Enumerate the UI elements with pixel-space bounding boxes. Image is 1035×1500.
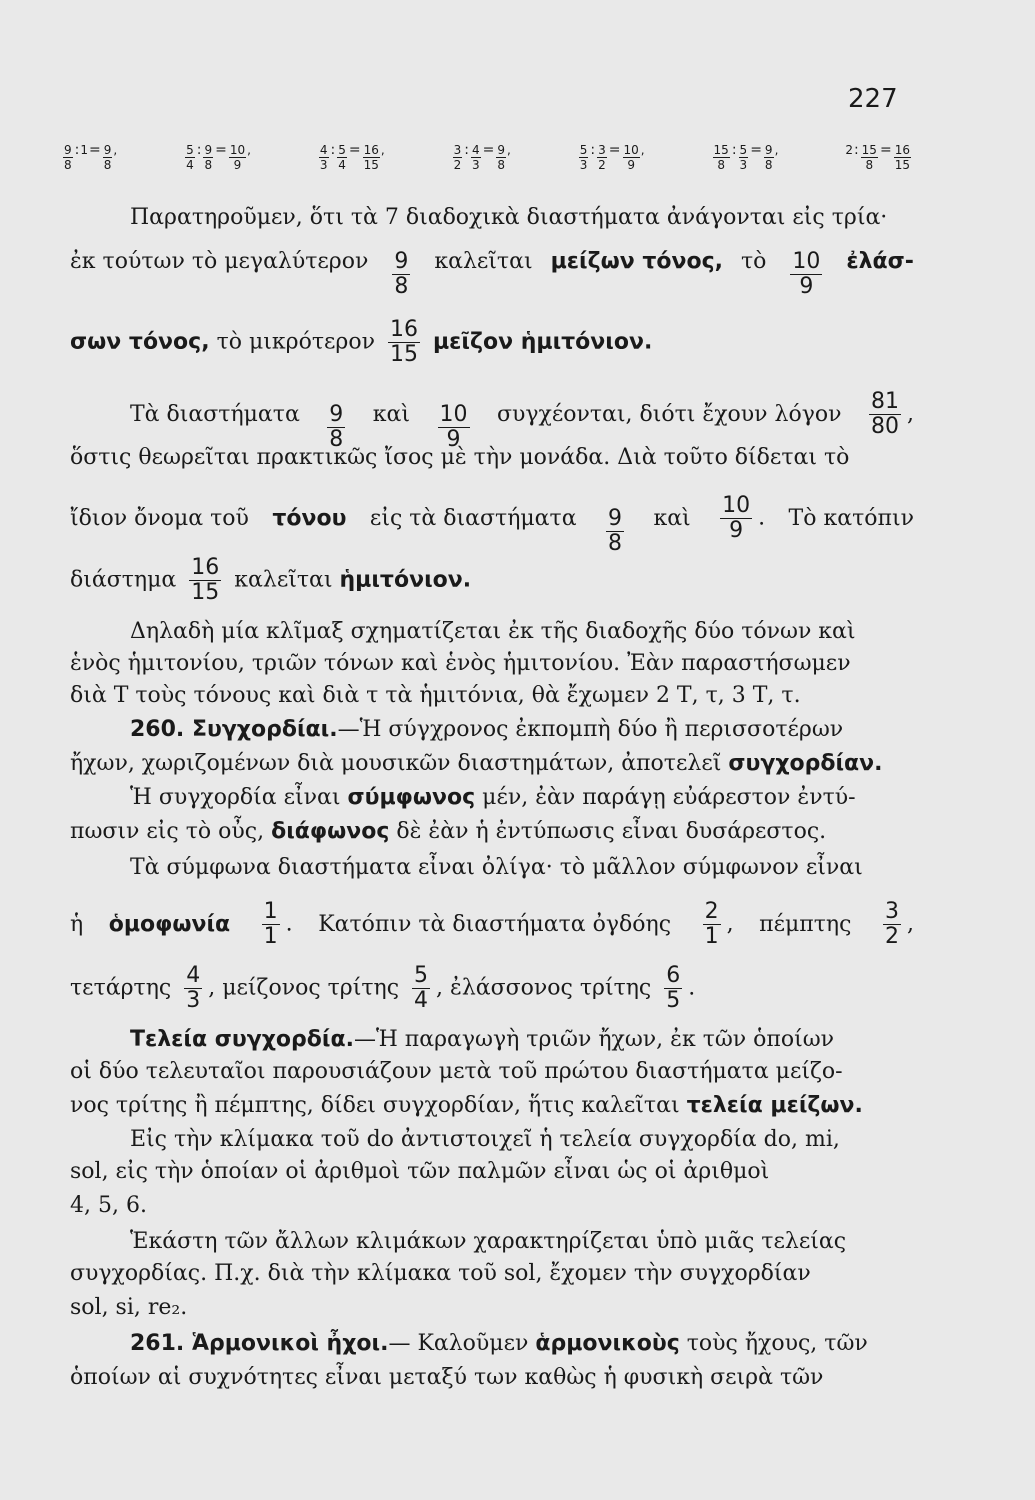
text-line: 261. Ἁρμονικοὶ ἦχοι.— Καλοῦμεν ἁρμονικοὺς τοὺς ἤχους, τῶν — [130, 1331, 868, 1356]
text-line: Τελεία συγχορδία.—Ἡ παραγωγὴ τριῶν ἤχων, ἐκ τῶν ὁποίων — [130, 1027, 835, 1052]
ratio-5: $\frac{5}{3}$ : $\frac{3}{2}$ = $\frac{10}{9}$ , — [579, 142, 645, 172]
text-line: σων τόνος, τὸ μικρότερον $\frac{16}{15}$ μεῖζον ἡμιτόνιον. — [70, 317, 653, 367]
text-line: ἑνὸς ἡμιτονίου, τριῶν τόνων καὶ ἑνὸς ἡμιτονίου. Ἐὰν παραστήσωμεν — [70, 651, 851, 676]
text-line: 260. Συγχορδίαι.—Ἡ σύγχρονος ἐκπομπὴ δύο ἢ περισσοτέρων — [130, 717, 844, 742]
ratio-2: $\frac{5}{4}$ : $\frac{9}{8}$ = $\frac{10}{9}$ , — [186, 142, 251, 172]
text-line: τετάρτης $\frac{4}{3}$ , μείζονος τρίτης $\frac{5}{4}$ , ἐλάσσονος τρίτης $\frac{6}{5}$ . — [70, 963, 696, 1013]
text-line: sol, εἰς τὴν ὁποίαν οἱ ἀριθμοὶ τῶν παλμῶν εἶναι ὡς οἱ ἀριθμοὶ — [70, 1159, 770, 1184]
text-line: οἱ δύο τελευταῖοι παρουσιάζουν μετὰ τοῦ πρώτου διαστήματα μείζο- — [70, 1059, 843, 1084]
text-line: ὁποίων αἱ συχνότητες εἶναι μεταξύ των καθὼς ἡ φυσικὴ σειρὰ τῶν — [70, 1365, 824, 1390]
text-line: νος τρίτης ἢ πέμπτης, δίδει συγχορδίαν, ἥτις καλεῖται τελεία μείζων. — [70, 1093, 863, 1118]
text-line: Εἰς τὴν κλίμακα τοῦ do ἀντιστοιχεῖ ἡ τελεία συγχορδία do, mi, — [130, 1127, 840, 1152]
ratio-7: 2: $\frac{15}{8}$ = $\frac{16}{15}$ — [845, 142, 910, 172]
text-line: διὰ Τ τοὺς τόνους καὶ διὰ τ τὰ ἡμιτόνια, θὰ ἔχωμεν 2 Τ, τ, 3 Τ, τ. — [70, 683, 801, 708]
text-line: διάστημα $\frac{16}{15}$ καλεῖται ἡμιτόνιον. — [70, 555, 472, 605]
text-line: Παρατηροῦμεν, ὅτι τὰ 7 διαδοχικὰ διαστήματα ἀνάγονται εἰς τρία· — [130, 205, 888, 230]
text-line: Τὰ διαστήματα $\frac{9}{8}$ καὶ $\frac{10}{9}$ συγχέονται, διότι ἔχουν λόγον $\frac{81}{80}$ , — [130, 389, 914, 452]
text-line: ἐκ τούτων τὸ μεγαλύτερον $\frac{9}{8}$ καλεῖται μείζων τόνος, τὸ $\frac{10}{9}$ ἐλάσ- — [70, 249, 914, 299]
ratio-3: $\frac{4}{3}$ : $\frac{5}{4}$ = $\frac{16}{15}$ , — [319, 142, 385, 172]
text-line: ἴδιον ὄνομα τοῦ τόνου εἰς τὰ διαστήματα $\frac{9}{8}$ καὶ $\frac{10}{9}$ . Τὸ κατόπιν — [70, 493, 914, 556]
ratio-row — [62, 142, 912, 172]
text-line: πωσιν εἰς τὸ οὖς, διάφωνος δὲ ἐὰν ἡ ἐντύπωσις εἶναι δυσάρεστος. — [70, 819, 827, 844]
ratio-4: $\frac{3}{2}$ : $\frac{4}{3}$ = $\frac{9}{8}$ , — [453, 142, 511, 172]
text-line: ὅστις θεωρεῖται πρακτικῶς ἴσος μὲ τὴν μονάδα. Διὰ τοῦτο δίδεται τὸ — [70, 445, 850, 470]
page-number: 227 — [848, 84, 898, 114]
text-line: sol, si, re₂. — [70, 1295, 188, 1320]
text-line: συγχορδίας. Π.χ. διὰ τὴν κλίμακα τοῦ sol, ἔχομεν τὴν συγχορδίαν — [70, 1261, 811, 1286]
text-line: Ἡ συγχορδία εἶναι σύμφωνος μέν, ἐὰν παράγῃ εὐάρεστον ἐντύ- — [130, 785, 856, 810]
text-line: Ἑκάστη τῶν ἄλλων κλιμάκων χαρακτηρίζεται ὑπὸ μιᾶς τελείας — [130, 1229, 847, 1254]
ratio-6: $\frac{15}{8}$ : $\frac{5}{3}$ = $\frac{9}{8}$ , — [713, 142, 779, 172]
text-line: ἡ ὁμοφωνία $\frac{1}{1}$ . Κατόπιν τὰ διαστήματα ὀγδόης $\frac{2}{1}$ , πέμπτης $\frac{3}{2}$ , — [70, 899, 914, 949]
text-line: Τὰ σύμφωνα διαστήματα εἶναι ὀλίγα· τὸ μᾶλλον σύμφωνον εἶναι — [130, 855, 863, 880]
ratio-1: $\frac{9}{8}$ :1= $\frac{9}{8}$ , — [64, 142, 118, 172]
text-line: 4, 5, 6. — [70, 1193, 147, 1218]
text-line: Δηλαδὴ μία κλῖμαξ σχηματίζεται ἐκ τῆς διαδοχῆς δύο τόνων καὶ — [130, 619, 856, 644]
text-line: ἤχων, χωριζομένων διὰ μουσικῶν διαστημάτων, ἀποτελεῖ συγχορδίαν. — [70, 751, 883, 776]
